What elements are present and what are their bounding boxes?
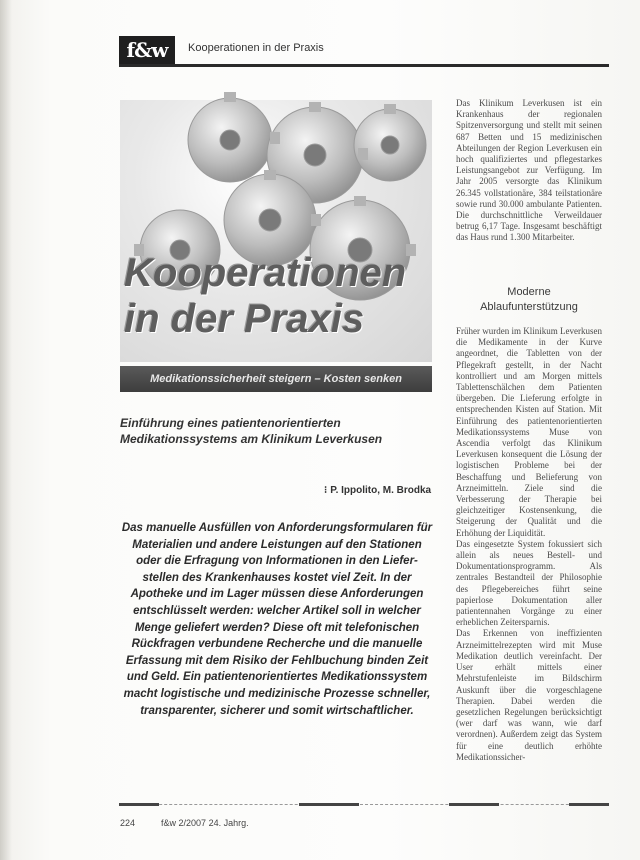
body-paragraph: Früher wurden im Klinikum Leverkusen die Medikamente in der Kurve angeordnet, die Tabletten von der Pflegekraft gestellt, in der Nacht kontrolliert und am Morgen mittels Tablettenschälchen dem Patienten übergeben. Die Lieferung erfolgte in entsprechenden Kisten auf Station. Mit Einführung des patientenorientierten Medikationssystems Muse von Ascendia verfolgt das Klinikum Leverkusen konsequent die Lösung der logistischen Probleme bei der Beschaffung und Belieferung von Arzneimitteln. Ziele sind die Verbesserung der Therapie bei gleichzeitiger Kostensenkung, die Steigerung der Qualität und die Erhöhung der Liquidität. (456, 326, 602, 538)
byline (324, 485, 434, 496)
hero-image (120, 100, 432, 362)
abstract-line: transparenter, sicherer und somit wirtschaftlicher. (140, 704, 414, 717)
subtitle: Medikationssicherheit steigern – Kosten senken (150, 373, 402, 385)
header-rule (119, 64, 609, 67)
footer (120, 818, 249, 828)
gear-icon (354, 109, 426, 181)
abstract-line: und Geld. Ein patientenorientiertes Medikationssystem (126, 671, 428, 684)
section-heading-line1: Moderne (507, 286, 551, 298)
abstract-line: macht logistische und medizinische Prozesse schneller, (123, 687, 431, 700)
intro-line1: Einführung eines patientenorientierten (120, 416, 341, 430)
abstract-line: oder die Erfragung von Informationen in den Liefer- (136, 555, 418, 568)
hero-title (120, 250, 436, 342)
section-heading-line2: Ablaufunterstützung (480, 301, 578, 313)
abstract-line: Apotheke und im Lager müssen diese Anforderungen (130, 588, 424, 601)
body-paragraph: Das Erkennen von ineffizienten Arzneimittelrezepten wird mit Muse Medikation deutlich vereinfacht. Der User erhält mittels einer Mehrstufenleiste im Bildschirm Auskunft über die vorgeschlagene Therapien. Dabei werden die gesetzlichen Regelungen berücksichtigt (wer darf was wann, wie darf verordnen). Außerdem zeigt das System für eine deutlich erhöhte Medikationssicher- (456, 628, 602, 762)
body-paragraph: Das eingesetzte System fokussiert sich allein als neues Bestell- und Dokumentationsprogramm. Als zentrales Bestandteil der Philosophie des Pflegebereiches führt seine papierlose Dokumentation aller patientennahen Vorgänge zu einer erheblichen Zeitersparnis. (456, 538, 602, 628)
abstract-line: entschlüsselt werden: welcher Artikel soll in welcher (133, 604, 421, 617)
right-column-top (456, 98, 602, 244)
right-column-body (456, 326, 602, 762)
gear-icon (188, 98, 272, 182)
byline-marker: ⁝ (324, 485, 328, 496)
body-paragraph: Das Klinikum Leverkusen ist ein Krankenhaus der regionalen Spitzenversorgung und stellt mit seinen 687 Betten und 15 medizinischen Abteilungen der Region Leverkusen ein hoch qualifiziertes und pflegestarkes Leistungsangebot zur Verfügung. Im Jahr 2005 versorgte das Klinikum 26.345 vollstationäre, 384 teilstationäre sowie rund 30.000 ambulante Patienten. Die durchschnittliche Verweildauer betrug 6,17 Tage. Insgesamt beschäftigt das Haus rund 1.300 Mitarbeiter. (456, 98, 602, 243)
binding-shadow (0, 0, 12, 860)
journal-logo: f&w (119, 36, 175, 64)
abstract-line: Rückfragen verbundene Recherche und die manuelle (131, 638, 423, 651)
section-heading (456, 285, 602, 315)
abstract-line: Erfassung mit dem Risiko der Fehlbuchung binden Zeit (125, 654, 429, 667)
abstract-line: Materialien und andere Leistungen auf den Stationen (132, 538, 422, 551)
abstract-line: Menge geliefert werden? Diese oft mit telefonischen (134, 621, 420, 634)
abstract (118, 520, 436, 719)
hero-title-line2: in der Praxis (124, 297, 365, 341)
subtitle-bar (120, 366, 432, 392)
journal-issue: f&w 2/2007 24. Jahrg. (161, 818, 249, 828)
authors: P. Ippolito, M. Brodka (330, 485, 432, 496)
intro-heading (120, 415, 400, 447)
hero-title-line1: Kooperationen (124, 251, 407, 295)
page-number: 224 (120, 818, 136, 828)
footer-rule (119, 804, 609, 805)
abstract-line: stellen des Krankenhauses kostet viel Zeit. In der (142, 571, 412, 584)
abstract-line: Das manuelle Ausfüllen von Anforderungsformularen für (121, 522, 433, 534)
running-title: Kooperationen in der Praxis (188, 42, 324, 54)
intro-line2: Medikationssystems am Klinikum Leverkusen (120, 432, 383, 446)
